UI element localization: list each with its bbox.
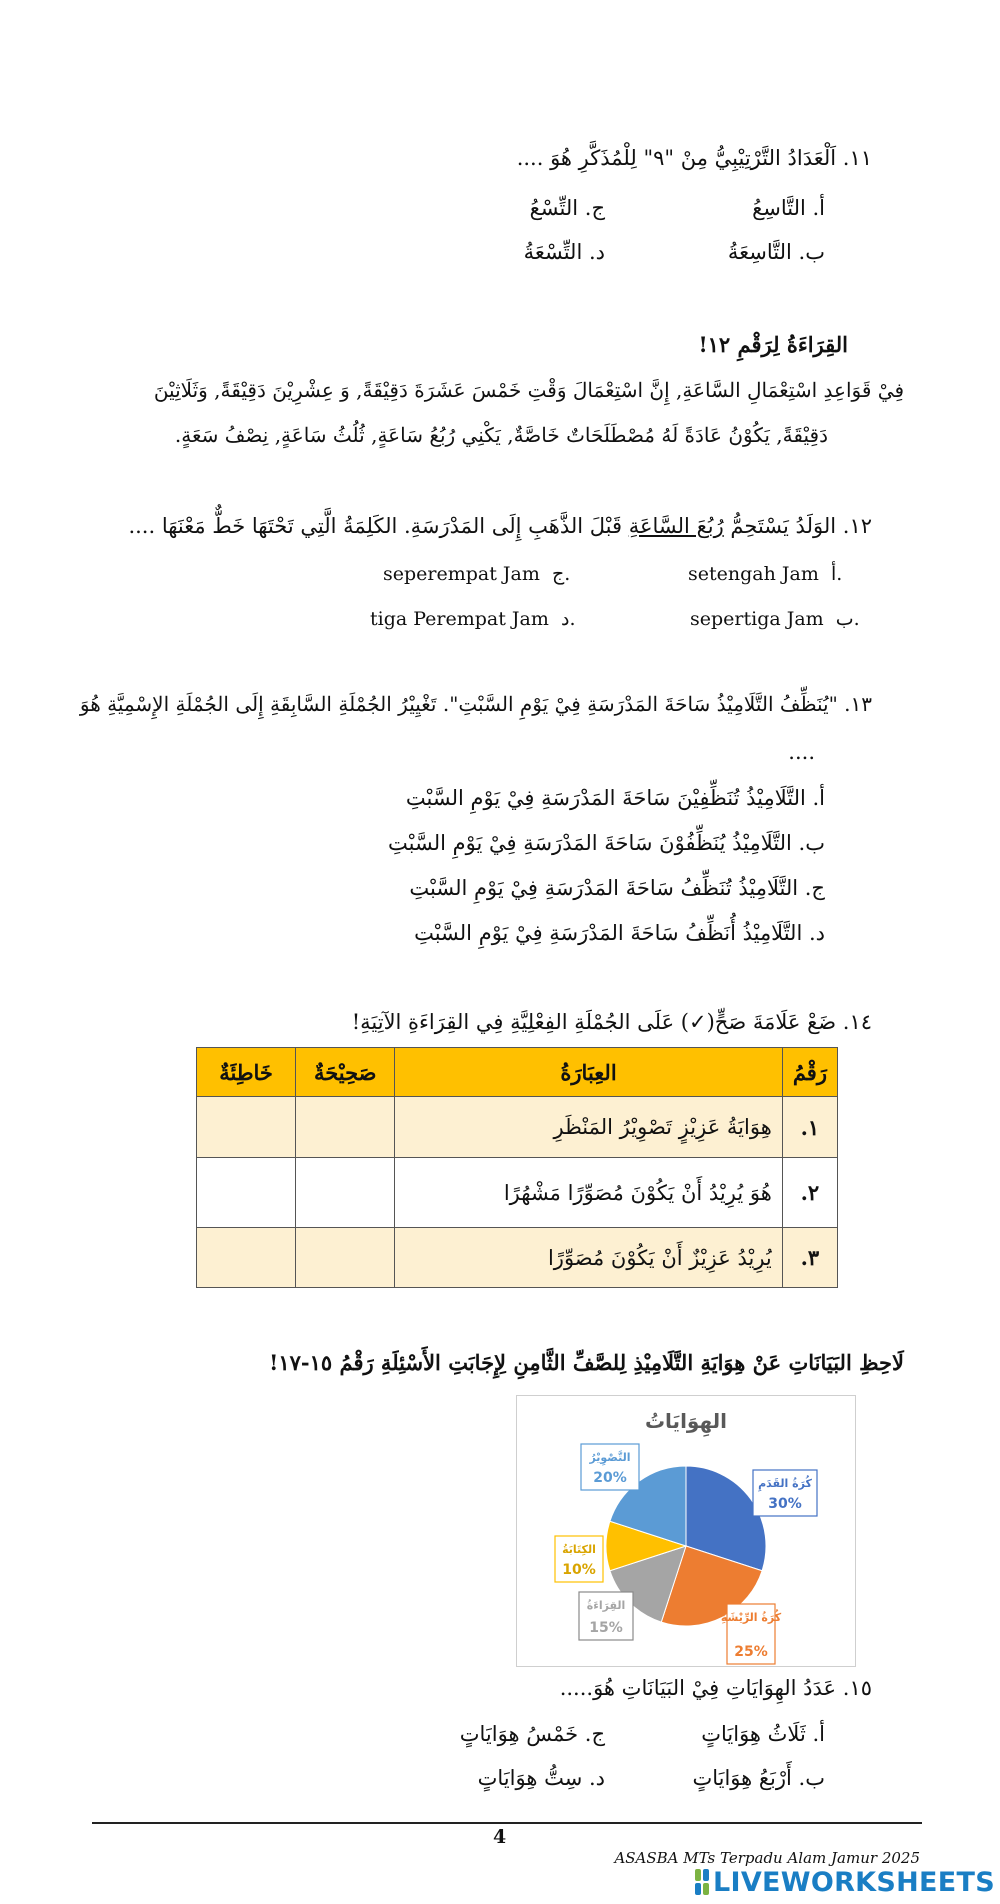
reading12-line-1: فِيْ قَوَاعِدِ اسْتِعْمَالِ السَّاعَةِ, إِنَّ اسْتِعْمَالَ وَقْتِ خَمْسَ عَشَرَةَ دَقِيْقَةً, وَ عِشْرِيْنَ دَقِيْقَةً, وَثَلَاثِيْنَ xyxy=(153,378,904,402)
q15-option-a[interactable]: أ. ثَلَاثُ هِوَايَاتٍ xyxy=(701,1722,825,1746)
q11-option-d[interactable]: د. التِّسْعَةُ xyxy=(523,240,605,264)
table-row xyxy=(197,1228,838,1288)
q12-option-a-label: أ. xyxy=(830,563,843,585)
q12-option-c[interactable] xyxy=(383,563,570,585)
q13-option-b[interactable]: ب. التَّلَامِيْذُ يُنَظِّفُوْنَ سَاحَةَ المَدْرَسَةِ فِيْ يَوْمِ السَّبْتِ xyxy=(388,831,825,855)
row-number: ١. xyxy=(782,1097,837,1158)
row-statement: هِوَايَةُ عَزِيْزٍ تَصْوِيْرُ المَنْظَرِ xyxy=(395,1097,783,1158)
q11-option-b[interactable]: ب. التَّاسِعَةُ xyxy=(727,240,825,264)
slice-value-label: 30% xyxy=(768,1496,802,1512)
row-number: ٣. xyxy=(782,1228,837,1288)
slice-label: الكِتَابَةُ xyxy=(562,1543,596,1556)
q11-stem: ١١. اَلْعَدَادُ التَّرْتِيْبِيُّ مِنْ "٩" لِلْمُذَكَّرِ هُوَ .... xyxy=(516,146,872,170)
school-credit: ASASBA MTs Terpadu Alam Jamur 2025 xyxy=(614,1849,920,1867)
header-wrong: خَاطِئَةٌ xyxy=(197,1048,296,1097)
q12-option-a-text: setengah Jam xyxy=(688,563,819,585)
slice-value-label: 25% xyxy=(734,1644,768,1660)
liveworksheets-wordmark: LIVEWORKSHEETS xyxy=(712,1866,995,1898)
statement-table xyxy=(196,1047,838,1288)
reading12-heading: القِرَاءَةُ لِرَقْمِ ١٢! xyxy=(698,332,848,357)
row-2-wrong-cell[interactable] xyxy=(197,1158,296,1228)
q12-option-d[interactable] xyxy=(370,608,576,630)
q13-stem-continuation: .... xyxy=(788,740,815,764)
liveworksheets-mark-icon xyxy=(695,1869,709,1895)
slice-label: كُرَةُ الرِّيْشَةِ xyxy=(720,1611,782,1624)
q12-option-d-text: tiga Perempat Jam xyxy=(370,608,549,630)
q13-option-c[interactable]: ج. التَّلَامِيْذُ تُنَظِّفُ سَاحَةَ المَدْرَسَةِ فِيْ يَوْمِ السَّبْتِ xyxy=(409,876,825,900)
q15-option-c[interactable]: ج. خَمْسُ هِوَايَاتٍ xyxy=(459,1722,605,1746)
q12-number: ١٢. xyxy=(842,514,872,538)
footer-rule xyxy=(92,1822,922,1824)
q12-stem-part-a: الوَلَدُ يَسْتَحِمُّ xyxy=(730,514,837,538)
row-1-wrong-cell[interactable] xyxy=(197,1097,296,1158)
q15-stem: ١٥. عَدَدُ الهِوَايَاتِ فِيْ البَيَانَاتِ هُوَ..... xyxy=(559,1676,872,1700)
row-statement: يُرِيْدُ عَزِيْزٌ أَنْ يَكُوْنَ مُصَوِّرًا xyxy=(395,1228,783,1288)
hobbies-chart xyxy=(516,1395,856,1667)
page-number: 4 xyxy=(493,1826,507,1848)
q12-stem-part-b: قَبْلَ الذَّهَبِ إِلَى المَدْرَسَةِ. الكَلِمَةُ الَّتِي تَحْتَهَا خَطٌّ مَعْنَهَا .... xyxy=(128,514,623,538)
q12-option-b-text: sepertiga Jam xyxy=(690,608,824,630)
slice-value-label: 20% xyxy=(593,1470,627,1486)
header-number: رَقْمُ xyxy=(782,1048,837,1097)
reading12-line-2: دَقِيْقَةً, يَكُوْنُ عَادَةً لَهُ مُصْطَلَحَاتٌ خَاصَّةٌ, يَكْنِي رُبُعُ سَاعَةٍ, ثُلُثُ سَاعَةٍ, نِصْفُ سَعَةٍ. xyxy=(174,423,828,447)
q12-option-d-label: د. xyxy=(560,608,576,630)
q12-underlined-phrase: رُبُعَ السَّاعَةِ xyxy=(628,514,724,538)
q12-option-c-label: ج. xyxy=(551,563,571,585)
pie-chart-svg xyxy=(517,1396,855,1666)
data-section-heading: لَاحِظِ البَيَانَاتِ عَنْ هِوَايَةِ التَّلَامِيْذِ لِلصَّفِّ الثَّامِنِ لِإِجَابَتِ الأَسْئِلَةِ رَقْمُ ١٥-١٧! xyxy=(269,1350,904,1375)
table-row xyxy=(197,1097,838,1158)
row-3-wrong-cell[interactable] xyxy=(197,1228,296,1288)
q11-option-c[interactable]: ج. التِّسْعُ xyxy=(529,196,605,220)
q15-option-b[interactable]: ب. أَرْبَعُ هِوَايَاتٍ xyxy=(692,1766,825,1790)
slice-label: القِرَاءَةُ xyxy=(586,1599,626,1612)
row-1-correct-cell[interactable] xyxy=(296,1097,395,1158)
liveworksheets-logo xyxy=(695,1866,995,1898)
q11-option-a[interactable]: أ. التَّاسِعُ xyxy=(752,196,825,220)
slice-value-label: 10% xyxy=(562,1562,596,1578)
q14-stem: ١٤. ضَعْ عَلَامَةَ صَحٍّ(✓) عَلَى الجُمْلَةِ الفِعْلِيَّةِ فِي القِرَاءَةِ الآتِيَةِ! xyxy=(351,1010,872,1034)
chart-title: الهِوَايَاتُ xyxy=(644,1409,728,1433)
slice-label: كُرَةُ القَدَمِ xyxy=(758,1477,812,1490)
q12-option-b[interactable] xyxy=(690,608,860,630)
row-3-correct-cell[interactable] xyxy=(296,1228,395,1288)
slice-label: التَّصْوِيْرُ xyxy=(589,1451,631,1464)
q12-option-a[interactable] xyxy=(688,563,842,585)
table-header-row xyxy=(197,1048,838,1097)
q13-option-a[interactable]: أ. التَّلَامِيْذُ تُنَظِّفِيْنَ سَاحَةَ المَدْرَسَةِ فِيْ يَوْمِ السَّبْتِ xyxy=(405,786,825,810)
q13-option-d[interactable]: د. التَّلَامِيْذُ أُنَظِّفُ سَاحَةَ المَدْرَسَةِ فِيْ يَوْمِ السَّبْتِ xyxy=(414,921,825,945)
table-row xyxy=(197,1158,838,1228)
q13-stem: ١٣. "يُنَظِّفُ التَّلَامِيْذُ سَاحَةَ المَدْرَسَةِ فِيْ يَوْمِ السَّبْتِ". تَغْيِيْرُ الجُمْلَةِ السَّابِقَةِ إِلَى الجُمْلَةِ الإِسْمِيَّةِ هُوَ xyxy=(79,692,872,716)
q12-option-b-label: ب. xyxy=(835,608,860,630)
header-statement: العِبَارَةُ xyxy=(395,1048,783,1097)
q12-option-c-text: seperempat Jam xyxy=(383,563,540,585)
row-2-correct-cell[interactable] xyxy=(296,1158,395,1228)
q15-option-d[interactable]: د. سِتُّ هِوَايَاتٍ xyxy=(477,1766,605,1790)
q12-stem xyxy=(128,514,872,538)
row-number: ٢. xyxy=(782,1158,837,1228)
header-correct: صَحِيْحَةٌ xyxy=(296,1048,395,1097)
row-statement: هُوَ يُرِيْدُ أَنْ يَكُوْنَ مُصَوِّرًا مَشْهُرًا xyxy=(395,1158,783,1228)
slice-value-label: 15% xyxy=(589,1620,623,1636)
